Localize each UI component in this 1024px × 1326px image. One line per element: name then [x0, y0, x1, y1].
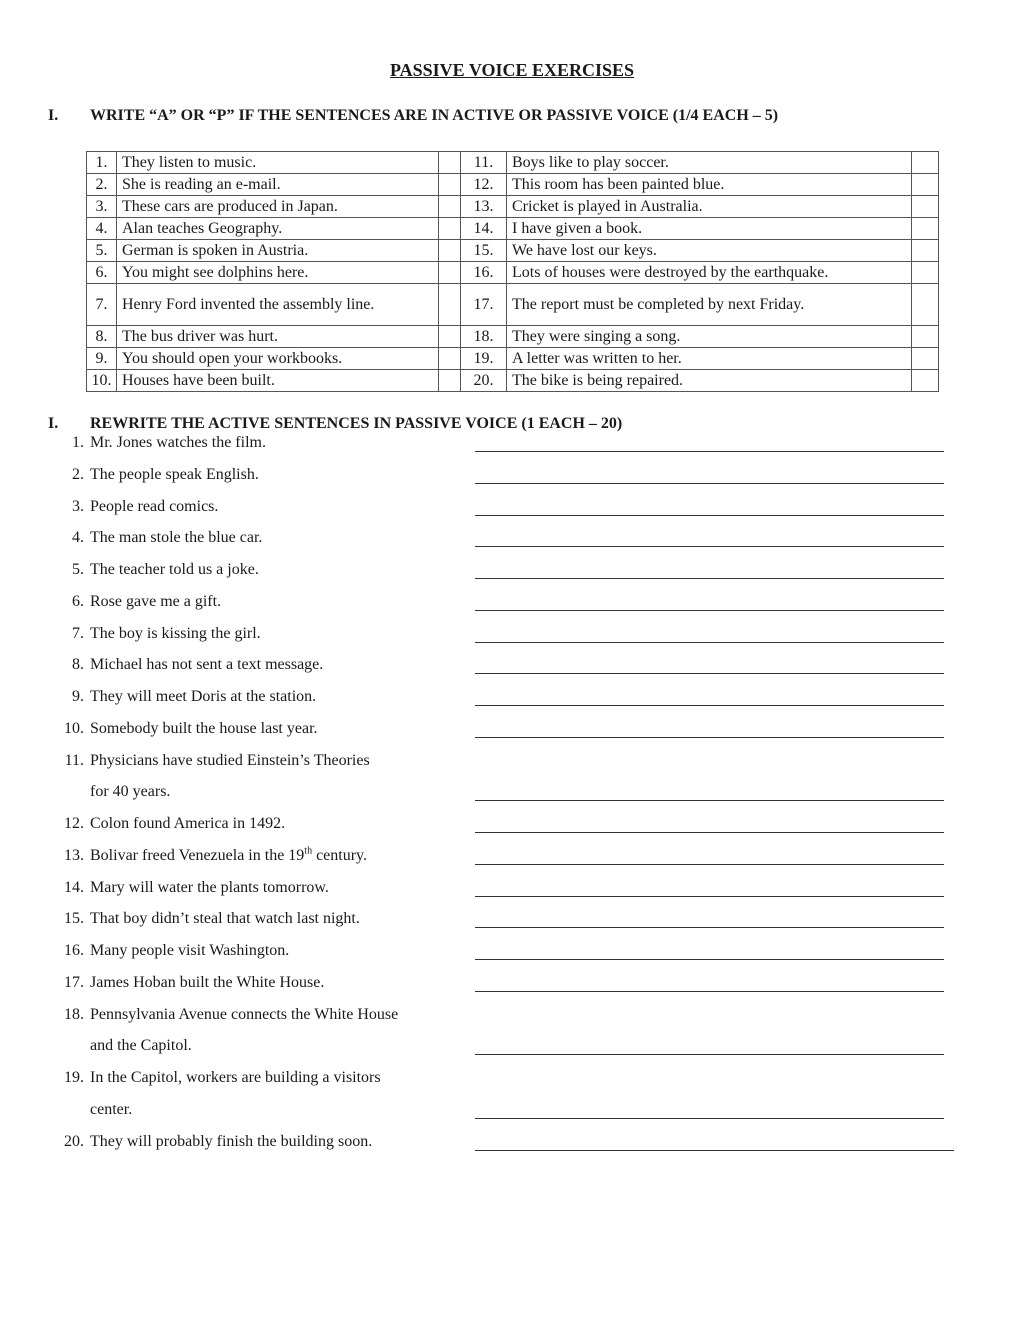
answer-line[interactable]	[475, 815, 944, 833]
item-number: 4.	[72, 529, 84, 547]
list-item	[0, 561, 1024, 593]
answer-line[interactable]	[475, 974, 944, 992]
answer-cell[interactable]	[439, 240, 461, 262]
sentence-text	[90, 974, 324, 992]
item-number: 3.	[72, 497, 84, 515]
sentence-text-main: Colon found America in 1492.	[90, 815, 286, 832]
item-number: 8.	[87, 326, 117, 348]
item-number: 11.	[64, 751, 84, 769]
answer-line[interactable]	[475, 1037, 944, 1055]
sentence-text-main: Mary will water the plants tomorrow.	[90, 878, 329, 896]
list-item	[0, 434, 1024, 466]
sentence-cell: You should open your workbooks.	[117, 348, 439, 370]
list-item	[0, 942, 1024, 974]
sentence-text-main: The boy is kissing the girl.	[90, 624, 261, 642]
item-number: 7.	[72, 624, 84, 642]
item-number: 5.	[87, 240, 117, 262]
item-number: 12.	[64, 815, 84, 832]
list-item	[0, 498, 1024, 530]
item-number: 14.	[64, 878, 84, 896]
sentence-text	[90, 656, 323, 674]
ordinal-suffix: th	[304, 845, 313, 857]
sentence-cell: These cars are produced in Japan.	[117, 196, 439, 218]
sentence-text	[90, 879, 329, 897]
sentence-text-continued: for 40 years.	[90, 783, 171, 801]
item-number: 18.	[461, 326, 507, 348]
sentence-text-main: Somebody built the house last year.	[90, 719, 318, 737]
item-number: 11.	[461, 152, 507, 174]
answer-line[interactable]	[475, 783, 944, 801]
sentence-cell: Henry Ford invented the assembly line.	[117, 284, 439, 326]
answer-line[interactable]	[475, 942, 944, 960]
sentence-cell: We have lost our keys.	[507, 240, 912, 262]
sentence-text	[90, 1133, 372, 1151]
sentence-text-main: They will meet Doris at the station.	[90, 688, 317, 705]
item-number: 18.	[64, 1005, 84, 1023]
answer-cell[interactable]	[912, 152, 939, 174]
sentence-text	[90, 688, 316, 706]
item-number: 17.	[461, 284, 507, 326]
answer-line[interactable]	[475, 1133, 954, 1151]
answer-cell[interactable]	[439, 196, 461, 218]
answer-line[interactable]	[475, 529, 944, 547]
answer-cell[interactable]	[439, 174, 461, 196]
sentence-text	[90, 1069, 381, 1087]
item-number: 20.	[64, 1132, 84, 1150]
active-passive-table	[86, 151, 939, 392]
answer-line[interactable]	[475, 466, 944, 484]
item-number: 19.	[461, 348, 507, 370]
sentence-cell: Lots of houses were destroyed by the earthquake.	[507, 262, 912, 284]
sentence-text-continued: and the Capitol.	[90, 1037, 192, 1055]
list-item	[0, 688, 1024, 720]
item-number: 4.	[87, 218, 117, 240]
answer-cell[interactable]	[912, 348, 939, 370]
item-number: 9.	[87, 348, 117, 370]
sentence-text-main: They will probably finish the building soon.	[90, 1132, 373, 1150]
item-number: 2.	[87, 174, 117, 196]
item-number: 13.	[461, 196, 507, 218]
table-row	[87, 240, 939, 262]
sentence-cell: Houses have been built.	[117, 370, 439, 392]
answer-cell[interactable]	[912, 218, 939, 240]
item-number: 19.	[64, 1069, 84, 1086]
sentence-text	[90, 625, 261, 643]
list-item	[0, 752, 1024, 816]
section-1-number: I.	[48, 107, 59, 124]
item-number: 16.	[64, 942, 84, 959]
sentence-text	[90, 910, 360, 928]
item-number: 7.	[87, 284, 117, 326]
sentence-text	[90, 593, 221, 611]
answer-cell[interactable]	[912, 196, 939, 218]
sentence-text-main: Bolivar freed Venezuela in the 19	[90, 846, 305, 864]
answer-line[interactable]	[475, 720, 944, 738]
answer-cell[interactable]	[439, 218, 461, 240]
item-number: 6.	[72, 592, 84, 610]
answer-cell[interactable]	[912, 326, 939, 348]
sentence-text-main: Pennsylvania Avenue connects the White House	[90, 1005, 399, 1023]
answer-cell[interactable]	[912, 370, 939, 392]
list-item	[0, 815, 1024, 847]
sentence-text-main: Rose gave me a gift.	[90, 592, 222, 610]
sentence-cell: A letter was written to her.	[507, 348, 912, 370]
table-row	[87, 152, 939, 174]
table-row	[87, 284, 939, 326]
list-item	[0, 466, 1024, 498]
item-number: 3.	[87, 196, 117, 218]
item-number: 10.	[64, 719, 84, 737]
section-1-heading	[48, 107, 948, 125]
sentence-cell: I have given a book.	[507, 218, 912, 240]
list-item	[0, 879, 1024, 911]
answer-cell[interactable]	[912, 284, 939, 326]
sentence-text	[90, 720, 318, 738]
sentence-text	[90, 752, 370, 770]
table-row	[87, 196, 939, 218]
answer-line[interactable]	[475, 498, 944, 516]
sentence-cell: Cricket is played in Australia.	[507, 196, 912, 218]
sentence-text	[90, 815, 285, 833]
item-number: 16.	[461, 262, 507, 284]
answer-line[interactable]	[475, 879, 944, 897]
section-2-number: I.	[48, 415, 59, 432]
answer-cell[interactable]	[439, 152, 461, 174]
sentence-text-main: That boy didn’t steal that watch last night.	[90, 910, 360, 928]
answer-line[interactable]	[475, 656, 944, 674]
sentence-cell: Alan teaches Geography.	[117, 218, 439, 240]
answer-cell[interactable]	[912, 240, 939, 262]
sentence-text	[90, 847, 367, 865]
sentence-text	[90, 561, 259, 579]
answer-cell[interactable]	[439, 348, 461, 370]
sentence-text	[90, 466, 259, 484]
item-number: 9.	[72, 688, 84, 705]
list-item	[0, 720, 1024, 752]
sentence-cell: They were singing a song.	[507, 326, 912, 348]
answer-cell[interactable]	[439, 284, 461, 326]
sentence-text-main: Michael has not sent a text message.	[90, 656, 324, 674]
page-title: PASSIVE VOICE EXERCISES	[389, 60, 635, 80]
item-number: 17.	[64, 973, 84, 991]
sentence-cell: The bike is being repaired.	[507, 370, 912, 392]
sentence-text-main: The man stole the blue car.	[90, 529, 263, 547]
list-item	[0, 656, 1024, 688]
sentence-cell: They listen to music.	[117, 152, 439, 174]
item-number: 5.	[72, 561, 84, 578]
sentence-text	[90, 498, 218, 516]
answer-line[interactable]	[475, 561, 944, 579]
answer-line[interactable]	[475, 688, 944, 706]
answer-cell[interactable]	[439, 326, 461, 348]
table-row	[87, 370, 939, 392]
sentence-text-main: The teacher told us a joke.	[90, 561, 259, 578]
sentence-cell: She is reading an e-mail.	[117, 174, 439, 196]
table-row	[87, 262, 939, 284]
sentence-text	[90, 529, 262, 547]
item-number: 8.	[72, 656, 84, 674]
sentence-cell: You might see dolphins here.	[117, 262, 439, 284]
list-item	[0, 1006, 1024, 1070]
answer-line[interactable]	[475, 847, 944, 865]
sentence-text-after: century.	[312, 846, 368, 864]
section-2-instruction: REWRITE THE ACTIVE SENTENCES IN PASSIVE VOICE (1 EACH – 20)	[90, 415, 623, 432]
table-row	[87, 174, 939, 196]
item-number: 14.	[461, 218, 507, 240]
sentence-text-continued: center.	[90, 1100, 133, 1118]
item-number: 13.	[64, 846, 84, 864]
sentence-cell: The report must be completed by next Friday.	[507, 284, 912, 326]
sentence-text-main: The people speak English.	[90, 465, 259, 483]
item-number: 15.	[64, 910, 84, 928]
answer-line[interactable]	[475, 625, 944, 643]
sentence-cell: German is spoken in Austria.	[117, 240, 439, 262]
list-item	[0, 625, 1024, 657]
answer-cell[interactable]	[912, 262, 939, 284]
section-1-instruction: WRITE “A” OR “P” IF THE SENTENCES ARE IN ACTIVE OR PASSIVE VOICE (1/4 EACH – 5)	[90, 107, 779, 124]
answer-line[interactable]	[475, 910, 944, 928]
list-item	[0, 974, 1024, 1006]
answer-line[interactable]	[475, 434, 944, 452]
sentence-text-main: Many people visit Washington.	[90, 942, 290, 959]
sentence-text-main: Physicians have studied Einstein’s Theories	[90, 751, 370, 769]
item-number: 12.	[461, 174, 507, 196]
sentence-text	[90, 1006, 398, 1024]
section-2-heading	[48, 415, 948, 433]
sentence-cell: Boys like to play soccer.	[507, 152, 912, 174]
list-item	[0, 1069, 1024, 1133]
list-item	[0, 847, 1024, 879]
sentence-text-main: People read comics.	[90, 497, 219, 515]
item-number: 1.	[72, 434, 84, 451]
item-number: 20.	[461, 370, 507, 392]
list-item	[0, 1133, 1024, 1165]
table-row	[87, 348, 939, 370]
table-row	[87, 218, 939, 240]
answer-line[interactable]	[475, 593, 944, 611]
item-number: 15.	[461, 240, 507, 262]
sentence-cell: This room has been painted blue.	[507, 174, 912, 196]
sentence-text	[90, 942, 289, 960]
list-item	[0, 529, 1024, 561]
item-number: 1.	[87, 152, 117, 174]
answer-cell[interactable]	[439, 370, 461, 392]
answer-cell[interactable]	[912, 174, 939, 196]
sentence-text-main: In the Capitol, workers are building a visitors	[90, 1069, 381, 1086]
sentence-cell: The bus driver was hurt.	[117, 326, 439, 348]
answer-line[interactable]	[475, 1101, 944, 1119]
list-item	[0, 593, 1024, 625]
sentence-text-main: Mr. Jones watches the film.	[90, 434, 266, 451]
item-number: 10.	[87, 370, 117, 392]
table-row	[87, 326, 939, 348]
item-number: 6.	[87, 262, 117, 284]
sentence-text	[90, 434, 266, 452]
sentence-text-main: James Hoban built the White House.	[90, 973, 325, 991]
item-number: 2.	[72, 465, 84, 483]
answer-cell[interactable]	[439, 262, 461, 284]
list-item	[0, 910, 1024, 942]
